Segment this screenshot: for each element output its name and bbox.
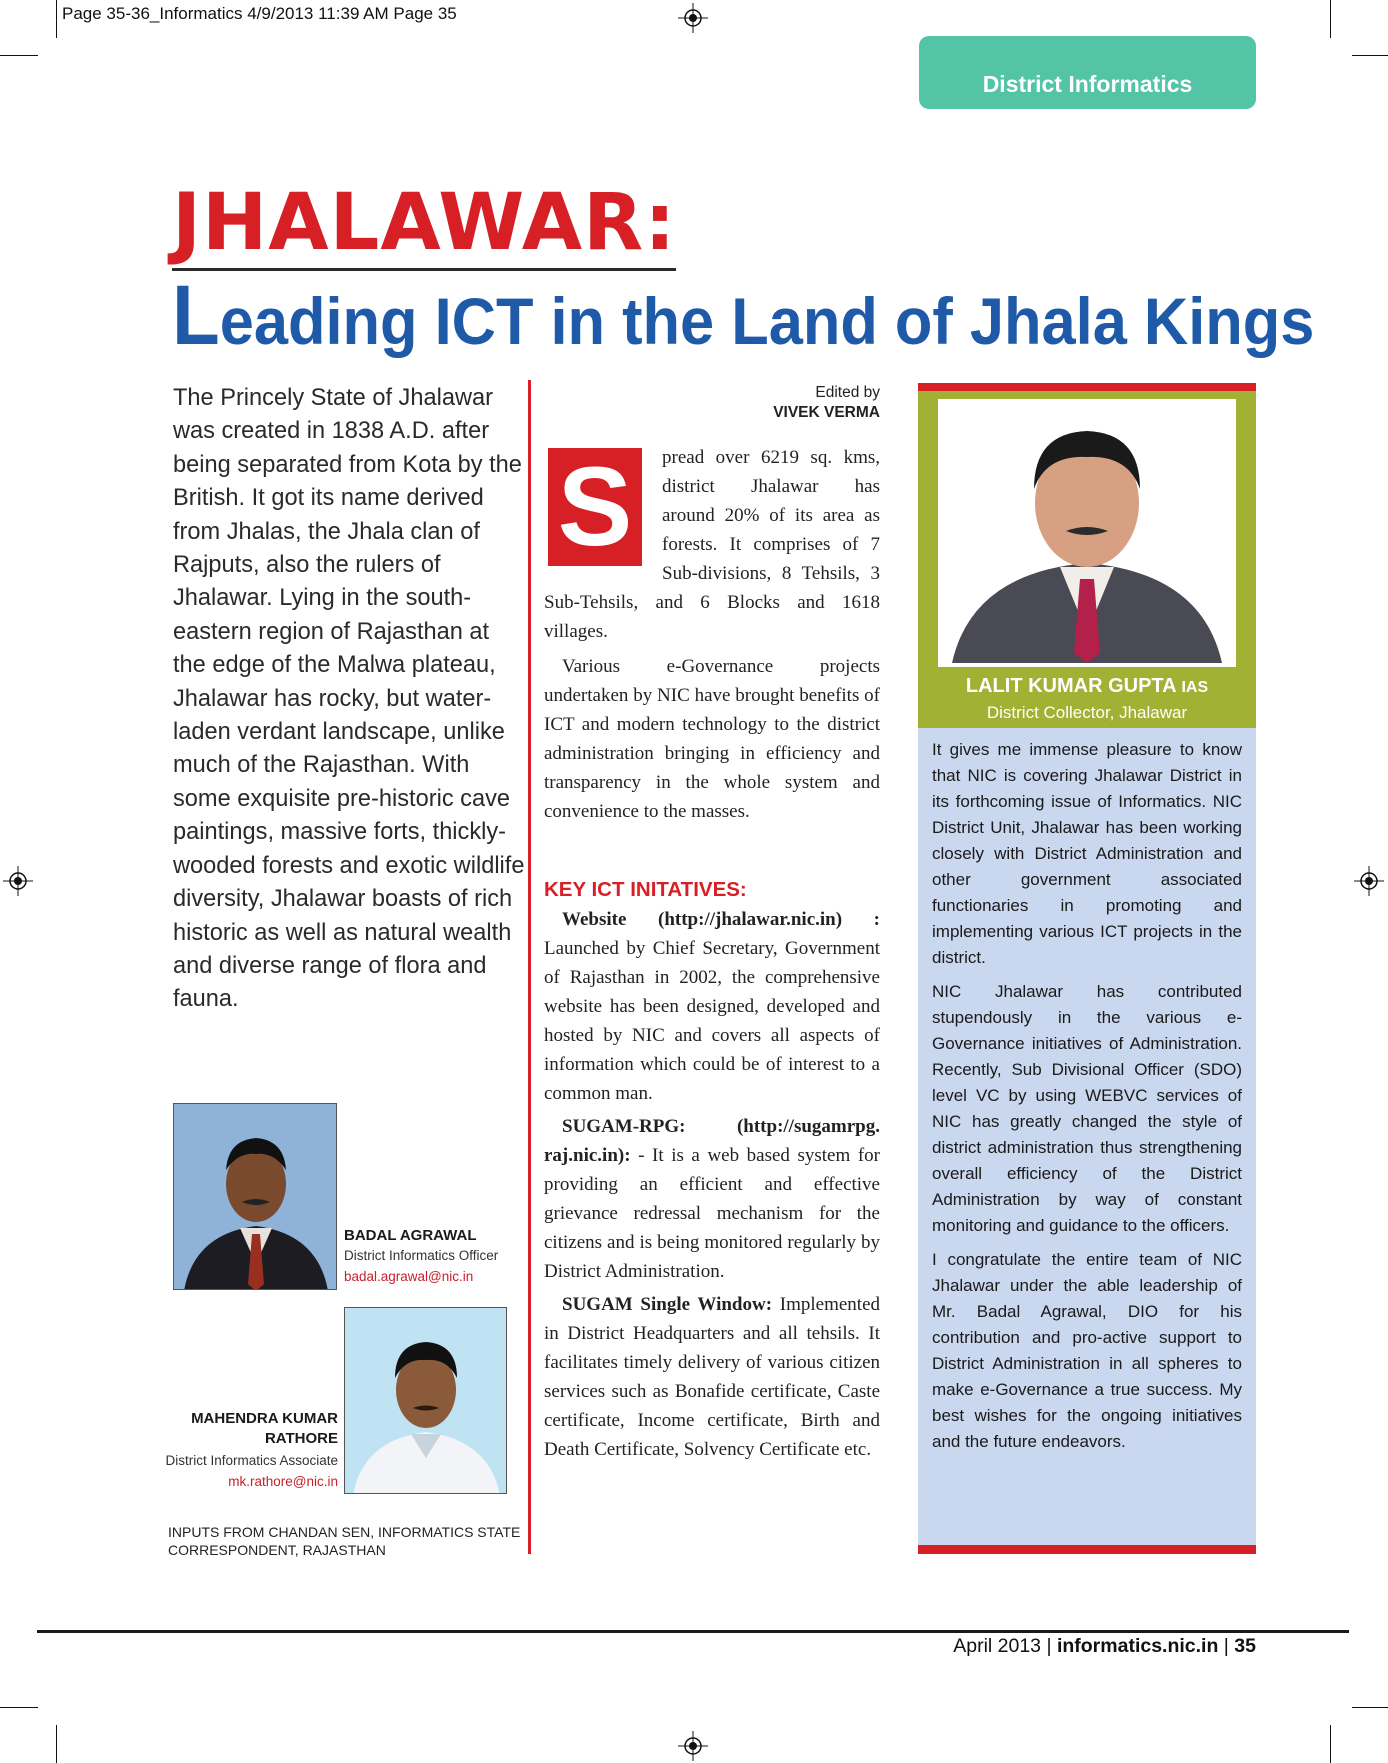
initiative-item — [544, 1290, 880, 1464]
registration-mark-icon — [678, 1731, 708, 1761]
portrait-icon — [942, 403, 1232, 663]
para1-continued: Sub-Tehsils, and 6 Blocks and 1618 villages. — [544, 592, 880, 642]
initiative-item — [544, 905, 880, 1108]
crop-mark — [1330, 1725, 1331, 1763]
message-box-bottom-bar — [918, 1545, 1256, 1554]
portrait-icon — [174, 1104, 337, 1290]
initiative-lead: SUGAM Single Window: — [562, 1294, 773, 1315]
registration-mark-icon — [3, 866, 33, 896]
person-email[interactable]: mk.rathore@nic.in — [228, 1474, 338, 1489]
subheadline-initial: L — [172, 268, 220, 362]
crop-mark — [56, 1725, 57, 1763]
column-divider — [528, 380, 531, 1554]
collector-suffix: IAS — [1181, 679, 1209, 696]
para1-line: pread over 6219 sq. kms, — [662, 447, 880, 468]
editor-name: VIVEK VERMA — [773, 404, 880, 421]
crop-mark — [0, 55, 38, 56]
section-tab: District Informatics — [919, 36, 1256, 109]
mahendra-rathore-photo — [344, 1307, 507, 1494]
collector-photo — [938, 399, 1236, 667]
crop-mark — [56, 0, 57, 38]
initiative-text: - It is a web based system for providing an efficient and effective grievance redressal mechanism for the citizens and is being monitored regularly by District Administration. — [544, 1145, 880, 1282]
collector-name — [918, 675, 1256, 698]
registration-mark-icon — [1354, 866, 1384, 896]
subheadline-text: eading ICT in the Land of Jhala Kings — [219, 284, 1315, 358]
initiative-text: Launched by Chief Secretary, Government of Rajasthan in 2002, the comprehensive website has been designed, developed and hosted by NIC and covers all aspects of information which could be of interest to a common man. — [544, 938, 880, 1104]
initiative-item — [544, 1112, 880, 1286]
print-slug: Page 35-36_Informatics 4/9/2013 11:39 AM Page 35 — [62, 4, 457, 23]
initiative-lead: SUGAM-RPG: (http://sugamrpg. raj.nic.in): — [544, 1116, 880, 1166]
message-paragraph: NIC Jhalawar has contributed stupendously in the various e-Governance initiatives of Administration. Recently, Sub Divisional Officer (SDO) level VC by using WEBVC services of NIC has greatly changed the style of district administration thus strengthening overall efficiency of the District Administration by way of constant monitoring and guidance to the officers. — [932, 982, 1242, 1235]
footer-date: April 2013 — [953, 1635, 1042, 1657]
collector-role: District Collector, Jhalawar — [986, 703, 1188, 722]
person-role: District Informatics Associate — [165, 1453, 338, 1468]
para1-line: forests. It comprises of 7 — [662, 534, 880, 555]
portrait-icon — [345, 1308, 507, 1494]
collector-name-text: LALIT KUMAR GUPTA — [965, 675, 1176, 697]
inputs-credit: INPUTS FROM CHANDAN SEN, INFORMATICS STATE CORRESPONDENT, RAJASTHAN — [168, 1524, 521, 1558]
para2: Various e-Governance projects undertaken by NIC have brought benefits of ICT and modern technology to the district administration bringing in efficiency and transparency in the whole system and convenience to the masses. — [544, 656, 880, 822]
registration-mark-icon — [678, 3, 708, 33]
person-name: BADAL AGRAWAL — [344, 1227, 477, 1244]
message-paragraph: I congratulate the entire team of NIC Jhalawar under the able leadership of Mr. Badal Agrawal, DIO for his contribution and pro-active support to District Administration in all spheres to make e-Governance a true success. My best wishes for the ongoing initiatives and the future endeavors. — [932, 1250, 1242, 1451]
collector-message — [932, 737, 1242, 1463]
person-role: District Informatics Officer — [344, 1248, 499, 1263]
person-email[interactable]: badal.agrawal@nic.in — [344, 1269, 474, 1284]
message-paragraph: It gives me immense pleasure to know that NIC is covering Jhalawar District in its forthcoming issue of Informatics. NIC District Unit, Jhalawar has been working closely with District Administration and other government associated functionaries in promoting and implementing various ICT projects in the district. — [932, 740, 1242, 967]
drop-cap: S — [548, 448, 642, 566]
para1-line: district Jhalawar has — [662, 476, 880, 497]
initiative-lead: Website (http://jhalawar.nic.in) : — [562, 909, 880, 930]
subheadline — [172, 268, 1315, 362]
message-box-top-bar — [918, 383, 1256, 391]
badal-agrawal-photo — [173, 1103, 337, 1290]
person-name: RATHORE — [264, 1430, 338, 1447]
key-initiatives-title: KEY ICT INITATIVES: — [544, 878, 747, 901]
page-number: 35 — [1234, 1635, 1256, 1657]
initiative-text: Implemented in District Headquarters and all tehsils. It facilitates timely delivery of various citizen services such as Bonafide certificate, Caste certificate, Income certificate, Birth and Death Certificate, Solvency Certificate etc. — [544, 1294, 880, 1460]
para1-line: around 20% of its area as — [662, 505, 880, 526]
edited-by-label: Edited by — [815, 384, 880, 401]
edited-by — [700, 383, 880, 423]
para1-beside-dropcap — [662, 443, 880, 588]
headline: JHALAWAR: — [172, 180, 676, 271]
page-footer: April 2013 | informatics.nic.in | 35 — [953, 1635, 1256, 1657]
footer-rule — [37, 1630, 1349, 1633]
footer-site[interactable]: informatics.nic.in — [1056, 1635, 1219, 1657]
crop-mark — [1352, 1707, 1388, 1708]
intro-paragraph: The Princely State of Jhalawar was created in 1838 A.D. after being separated from Kota by the British. It got its name derived from Jhalas, the Jhala clan of Rajputs, also the rulers of Jhalawar. Lying in the south-eastern region of Rajasthan at the edge of the Malwa plateau, Jhalawar has rocky, but water-laden verdant landscape, unlike much of the Rajasthan. With some exquisite pre-historic cave paintings, massive forts, thickly-wooded forests and exotic wildlife diversity, Jhalawar boasts of rich historic as well as natural wealth and diverse range of flora and fauna. — [173, 385, 525, 1013]
crop-mark — [1330, 0, 1331, 38]
para1-line: Sub-divisions, 8 Tehsils, 3 — [662, 563, 880, 584]
crop-mark — [0, 1707, 38, 1708]
crop-mark — [1352, 55, 1388, 56]
person-name: MAHENDRA KUMAR — [191, 1410, 338, 1427]
initiatives-list — [544, 905, 880, 1468]
